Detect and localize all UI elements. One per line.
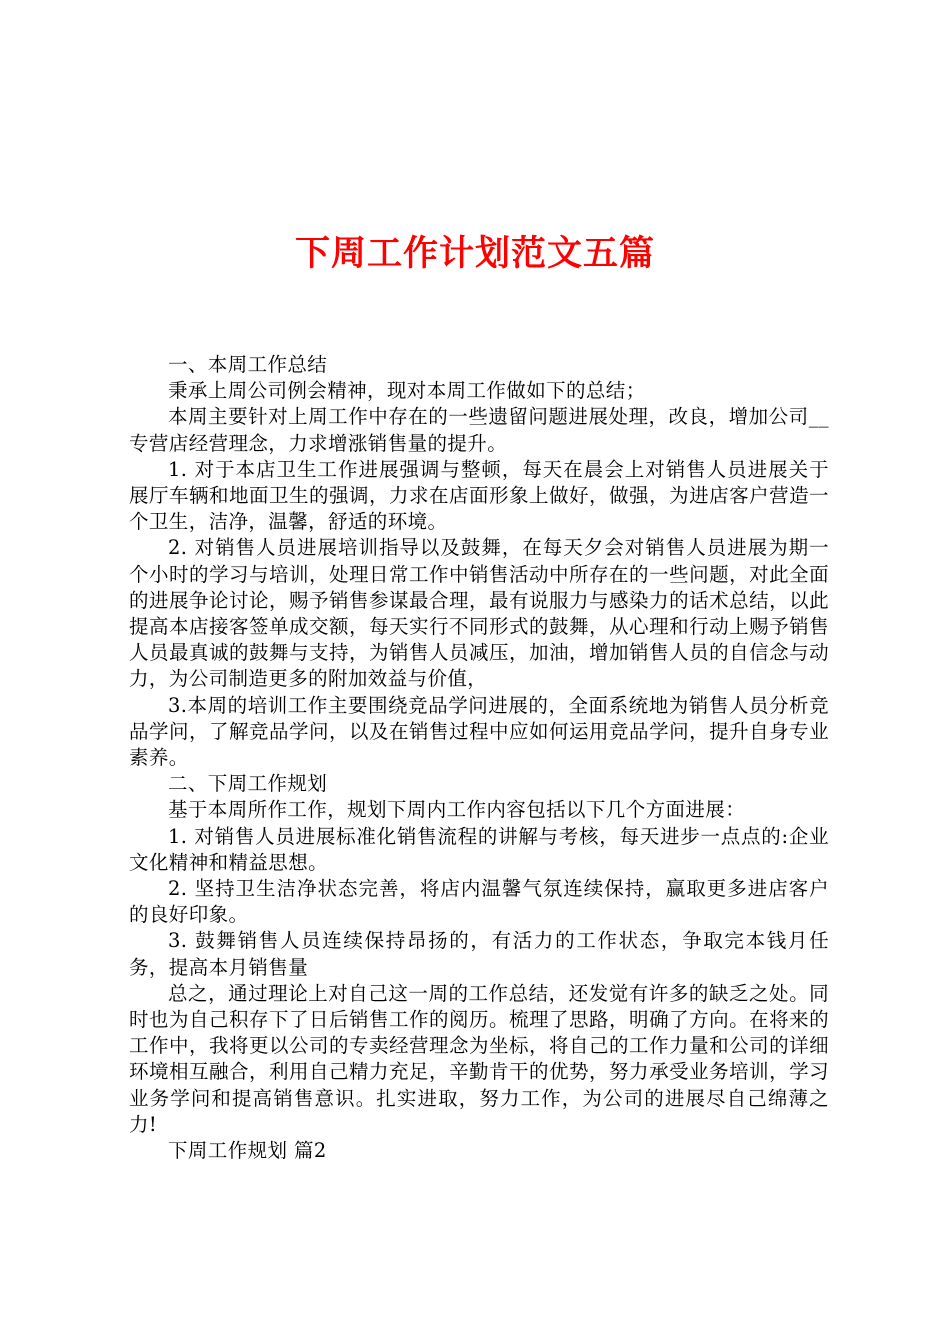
- section-heading-part-2: 下周工作规划 篇2: [168, 1139, 327, 1163]
- paragraph-plan-item-process: 1. 对销售人员进展标准化销售流程的讲解与考核，每天进步一点点的:企业文化精神和精益思想。: [129, 824, 829, 874]
- paragraph-item-training: 2. 对销售人员进展培训指导以及鼓舞，在每天夕会对销售人员进展为期一个小时的学习与培训，处理日常工作中销售活动中所存在的一些问题，对此全面的进展争论讨论，赐予销售参谋最合理，最有说服力与感染力的话术总结，以此提高本店接客签单成交额，每天实行不同形式的鼓舞，从心理和行动上赐予销售人员最真诚的鼓舞与支持，为销售人员减压，加油，增加销售人员的自信念与动力，为公司制造更多的附加效益与价值，: [129, 536, 829, 691]
- paragraph-main-focus: 本周主要针对上周工作中存在的一些遗留问题进展处理，改良，增加公司__专营店经营理念，力求增涨销售量的提升。: [129, 405, 829, 455]
- document-body: [129, 352, 829, 1164]
- paragraph-plan-intro: 基于本周所作工作，规划下周内工作内容包括以下几个方面进展：: [168, 798, 746, 822]
- paragraph-item-hygiene: 1. 对于本店卫生工作进展强调与整顿，每天在晨会上对销售人员进展关于展厅车辆和地面卫生的强调，力求在店面形象上做好，做强，为进店客户营造一个卫生，洁净，温馨，舒适的环境。: [129, 457, 829, 534]
- section-heading-weekly-summary: 一、本周工作总结: [168, 353, 328, 376]
- paragraph-plan-item-cleanliness: 2. 坚持卫生洁净状态完善，将店内温馨气氛连续保持，赢取更多进店客户的良好印象。: [129, 877, 829, 927]
- paragraph-plan-item-motivation: 3. 鼓舞销售人员连续保持昂扬的，有活力的工作状态，争取完本钱月任务，提高本月销售量: [129, 929, 829, 979]
- paragraph-conclusion: 总之，通过理论上对自己这一周的工作总结，还发觉有许多的缺乏之处。同时也为自己积存下了日后销售工作的阅历。梳理了思路，明确了方向。在将来的工作中，我将更以公司的专卖经营理念为坐标，将自己的工作力量和公司的详细环境相互融合，利用自己精力充足，辛勤肯干的优势，努力承受业务培训，学习业务学问和提高销售意识。扎实进取，努力工作，为公司的进展尽自己绵薄之力!: [129, 981, 829, 1136]
- section-heading-next-week-plan: 二、下周工作规划: [168, 772, 328, 796]
- paragraph-item-competitor-knowledge: 3.本周的培训工作主要围绕竞品学问进展的，全面系统地为销售人员分析竞品学问，了解竞品学问，以及在销售过程中应如何运用竞品学问，提升自身专业素养。: [129, 693, 829, 770]
- paragraph-intro: 秉承上周公司例会精神，现对本周工作做如下的总结；: [168, 379, 646, 403]
- document-title: 下周工作计划范文五篇: [294, 234, 655, 275]
